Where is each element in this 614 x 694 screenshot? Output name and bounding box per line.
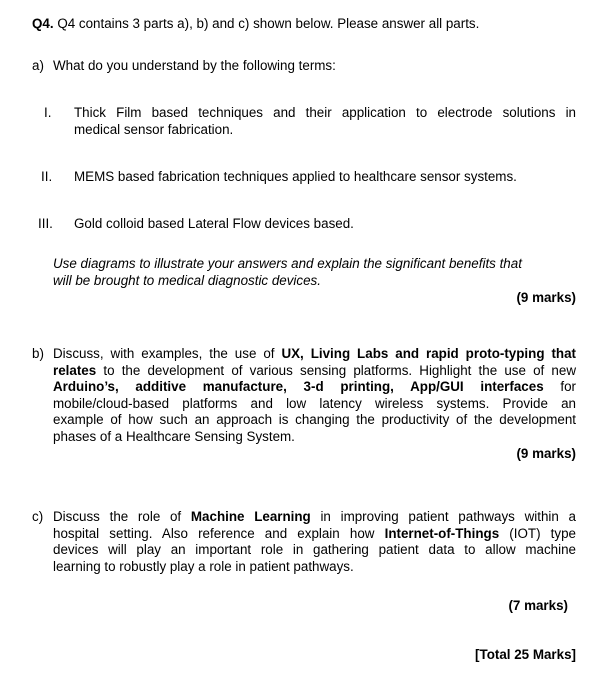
part-b-line3-text: for: [543, 379, 576, 394]
part-b-line1-bold: UX, Living Labs and rapid proto-typing that: [281, 346, 576, 361]
question-header: [32, 16, 479, 31]
part-c-line1: [53, 509, 576, 524]
part-b-line6: phases of a Healthcare Sensing System.: [53, 429, 295, 444]
part-c-line2-tail: (IOT) type: [499, 526, 576, 541]
part-b-line3-bold: Arduino’s, additive manufacture, 3-d printing, App/GUI interfaces: [53, 379, 544, 394]
part-b-marks: (9 marks): [516, 446, 576, 461]
part-c-line2: [53, 526, 576, 541]
item-1-line2: medical sensor fabrication.: [74, 122, 234, 137]
part-a-instruction-line2: will be brought to medical diagnostic devices.: [53, 273, 321, 288]
part-c-line1-text: Discuss the role of: [53, 509, 191, 524]
part-a-marks: (9 marks): [516, 290, 576, 305]
part-b-line2-bold: relates: [53, 363, 97, 378]
part-c-line2-bold: Internet-of-Things: [384, 526, 500, 541]
question-intro: Q4 contains 3 parts a), b) and c) shown below. Please answer all parts.: [57, 16, 480, 31]
item-2-numeral: II.: [41, 169, 53, 184]
part-b-line2-text: to the development of various sensing platforms. Highlight the use of new: [96, 363, 576, 378]
item-3-numeral: III.: [38, 216, 53, 231]
part-b-line2: [53, 363, 576, 378]
part-b-line1-text: Discuss, with examples, the use of: [53, 346, 282, 361]
part-c-line2-text: hospital setting. Also reference and explain how: [53, 526, 385, 541]
part-c-line3: devices will play an important role in gathering patient data to allow machine: [53, 542, 576, 557]
part-b-line5: example of how such an approach is changing the productivity of the development: [53, 412, 576, 427]
part-c-line1-bold: Machine Learning: [190, 509, 311, 524]
part-b-line4: mobile/cloud-based platforms and low latency wireless systems. Provide an: [53, 396, 576, 411]
part-a-marker: a): [32, 58, 44, 73]
item-3-text: Gold colloid based Lateral Flow devices based.: [74, 216, 354, 231]
total-marks: [Total 25 Marks]: [475, 647, 576, 662]
part-a-prompt: What do you understand by the following terms:: [53, 58, 336, 73]
part-b-marker: b): [32, 346, 44, 361]
part-a-instruction-line1: Use diagrams to illustrate your answers and explain the significant benefits that: [53, 256, 522, 271]
item-2-text: MEMS based fabrication techniques applied to healthcare sensor systems.: [74, 169, 517, 184]
part-c-line1-tail: in improving patient pathways within a: [310, 509, 577, 524]
part-c-marks: (7 marks): [508, 598, 568, 613]
item-1-numeral: I.: [44, 105, 52, 120]
item-1-line1: Thick Film based techniques and their application to electrode solutions in: [74, 105, 576, 120]
part-b-line3: [53, 379, 576, 394]
part-b-line1: [53, 346, 576, 361]
question-label: Q4.: [32, 16, 54, 31]
part-c-line4: learning to robustly play a role in patient pathways.: [53, 559, 354, 574]
part-c-marker: c): [32, 509, 44, 524]
